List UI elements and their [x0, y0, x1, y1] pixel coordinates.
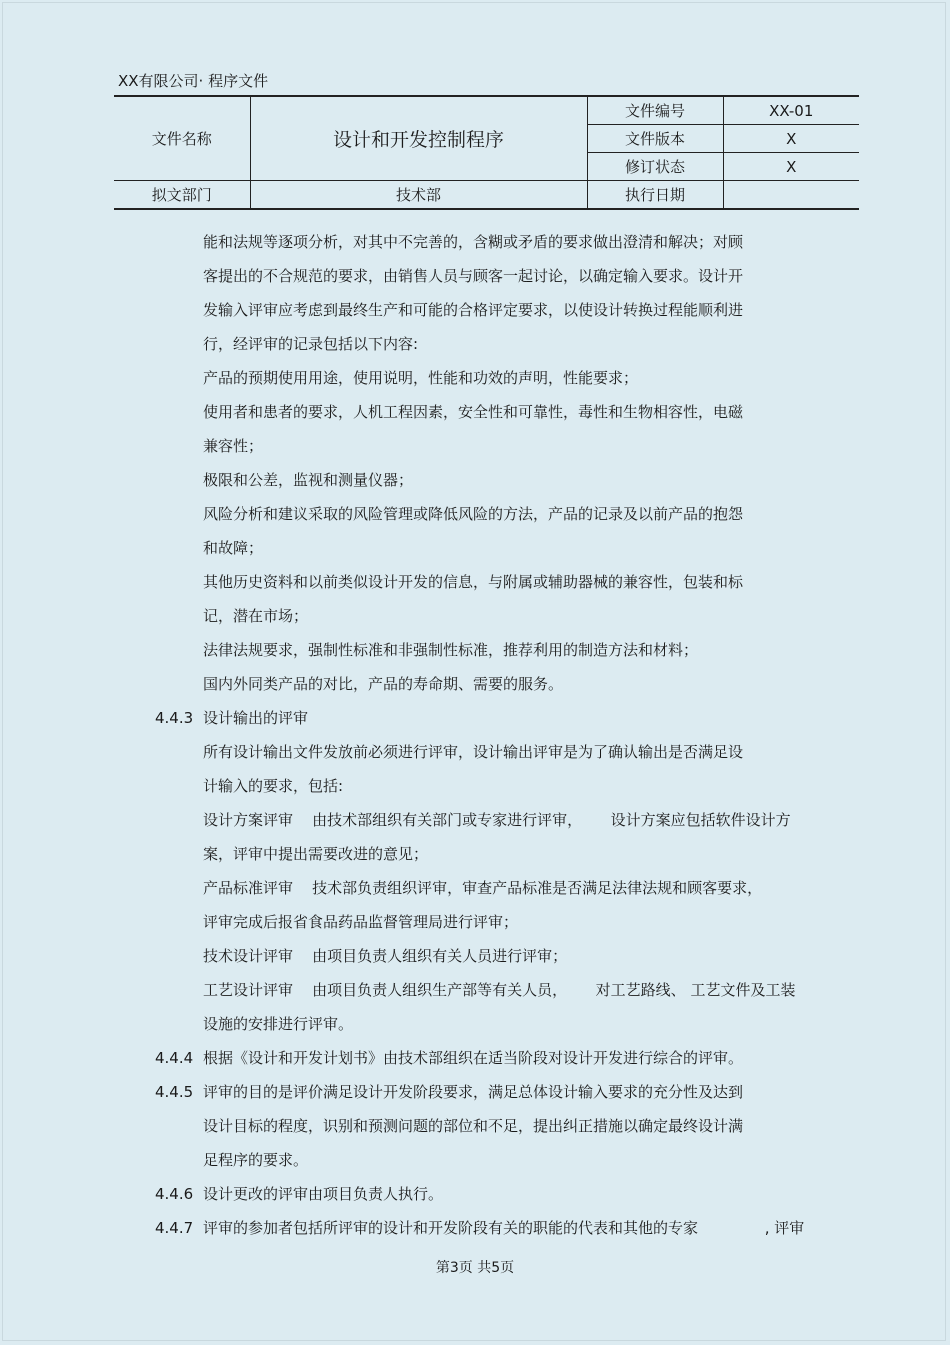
file-name-label: 文件名称 [114, 96, 250, 181]
body-paragraph [155, 225, 845, 361]
body-line: 计输入的要求，包括: [203, 777, 344, 795]
body-paragraph [155, 1211, 845, 1245]
dept-value: 技术部 [250, 181, 587, 210]
version-label: 文件版本 [587, 125, 723, 153]
body-line: 所有设计输出文件发放前必须进行评审，设计输出评审是为了确认输出是否满足设 [203, 743, 744, 761]
body-line: 极限和公差，监视和测量仪器； [203, 471, 414, 489]
version-value: X [723, 125, 859, 153]
body-line: 设计目标的程度，识别和预测问题的部位和不足，提出纠正措施以确定最终设计满 [203, 1117, 744, 1135]
company-header: XX有限公司· 程序文件 [118, 72, 269, 90]
body-line: 工艺设计评审 由项目负责人组织生产部等有关人员， 对工艺路线、 工艺文件及工装 [203, 981, 796, 999]
body-line: 发输入评审应考虑到最终生产和可能的合格评定要求，以使设计转换过程能顺利进 [203, 301, 744, 319]
body-line: 兼容性； [203, 437, 264, 455]
body-paragraph [155, 395, 845, 463]
body-line: 足程序的要求。 [203, 1151, 309, 1169]
body-paragraph [155, 1177, 845, 1211]
body-line: 其他历史资料和以前类似设计开发的信息，与附属或辅助器械的兼容性，包装和标 [203, 573, 744, 591]
body-line: 使用者和患者的要求，人机工程因素，安全性和可靠性，毒性和生物相容性，电磁 [203, 403, 744, 421]
body-line: 产品的预期使用用途，使用说明，性能和功效的声明，性能要求； [203, 369, 639, 387]
file-no-label: 文件编号 [587, 96, 723, 125]
body-line: 设计方案评审 由技术部组织有关部门或专家进行评审， 设计方案应包括软件设计方 [203, 811, 791, 829]
body-line: 国内外同类产品的对比，产品的寿命期、需要的服务。 [203, 675, 564, 693]
body-paragraph [155, 735, 845, 803]
body-line: 案，评审中提出需要改进的意见； [203, 845, 429, 863]
body-paragraph [155, 871, 845, 939]
section-number: 4.4.7 [155, 1219, 194, 1237]
body-paragraph [155, 803, 845, 871]
body-line: 记，潜在市场； [203, 607, 309, 625]
body-line: 设计输出的评审 [203, 709, 309, 727]
body-paragraph [155, 939, 845, 973]
document-title: 设计和开发控制程序 [250, 96, 587, 181]
body-paragraph [155, 497, 845, 565]
file-no-value: XX-01 [723, 96, 859, 125]
body-paragraph [155, 361, 845, 395]
body-line: 能和法规等逐项分析，对其中不完善的，含糊或矛盾的要求做出澄清和解决；对顾 [203, 233, 744, 251]
body-line: 产品标准评审 技术部负责组织评审，审查产品标准是否满足法律法规和顾客要求， [203, 879, 763, 897]
body-paragraph [155, 463, 845, 497]
section-number: 4.4.3 [155, 709, 194, 727]
body-line: 风险分析和建议采取的风险管理或降低风险的方法，产品的记录及以前产品的抱怨 [203, 505, 744, 523]
body-line: 根据《设计和开发计划书》由技术部组织在适当阶段对设计开发进行综合的评审。 [203, 1049, 744, 1067]
body-paragraph [155, 701, 845, 735]
revision-value: X [723, 153, 859, 181]
body-paragraph [155, 1041, 845, 1075]
document-header-table [114, 95, 859, 210]
body-line: 设施的安排进行评审。 [203, 1015, 354, 1033]
revision-label: 修订状态 [587, 153, 723, 181]
document-body [155, 225, 845, 1245]
body-line: 和故障； [203, 539, 264, 557]
body-line: 客提出的不合规范的要求，由销售人员与顾客一起讨论，以确定输入要求。设计开 [203, 267, 744, 285]
section-number: 4.4.4 [155, 1049, 194, 1067]
exec-date-label: 执行日期 [587, 181, 723, 210]
body-line: 评审完成后报省食品药品监督管理局进行评审； [203, 913, 519, 931]
body-line: 法律法规要求，强制性标准和非强制性标准，推荐利用的制造方法和材料； [203, 641, 699, 659]
body-paragraph [155, 565, 845, 633]
section-number: 4.4.6 [155, 1185, 194, 1203]
body-line: 技术设计评审 由项目负责人组织有关人员进行评审； [203, 947, 568, 965]
body-line: 设计更改的评审由项目负责人执行。 [203, 1185, 444, 1203]
body-paragraph [155, 973, 845, 1041]
dept-label: 拟文部门 [114, 181, 250, 210]
body-paragraph [155, 667, 845, 701]
body-line: 行，经评审的记录包括以下内容: [203, 335, 419, 353]
body-paragraph [155, 1075, 845, 1177]
exec-date-value [723, 181, 859, 210]
section-number: 4.4.5 [155, 1083, 194, 1101]
body-paragraph [155, 633, 845, 667]
body-line: 评审的参加者包括所评审的设计和开发阶段有关的职能的代表和其他的专家 , 评审 [203, 1219, 805, 1237]
page-footer: 第3页 共5页 [435, 1260, 515, 1276]
body-line: 评审的目的是评价满足设计开发阶段要求，满足总体设计输入要求的充分性及达到 [203, 1083, 744, 1101]
